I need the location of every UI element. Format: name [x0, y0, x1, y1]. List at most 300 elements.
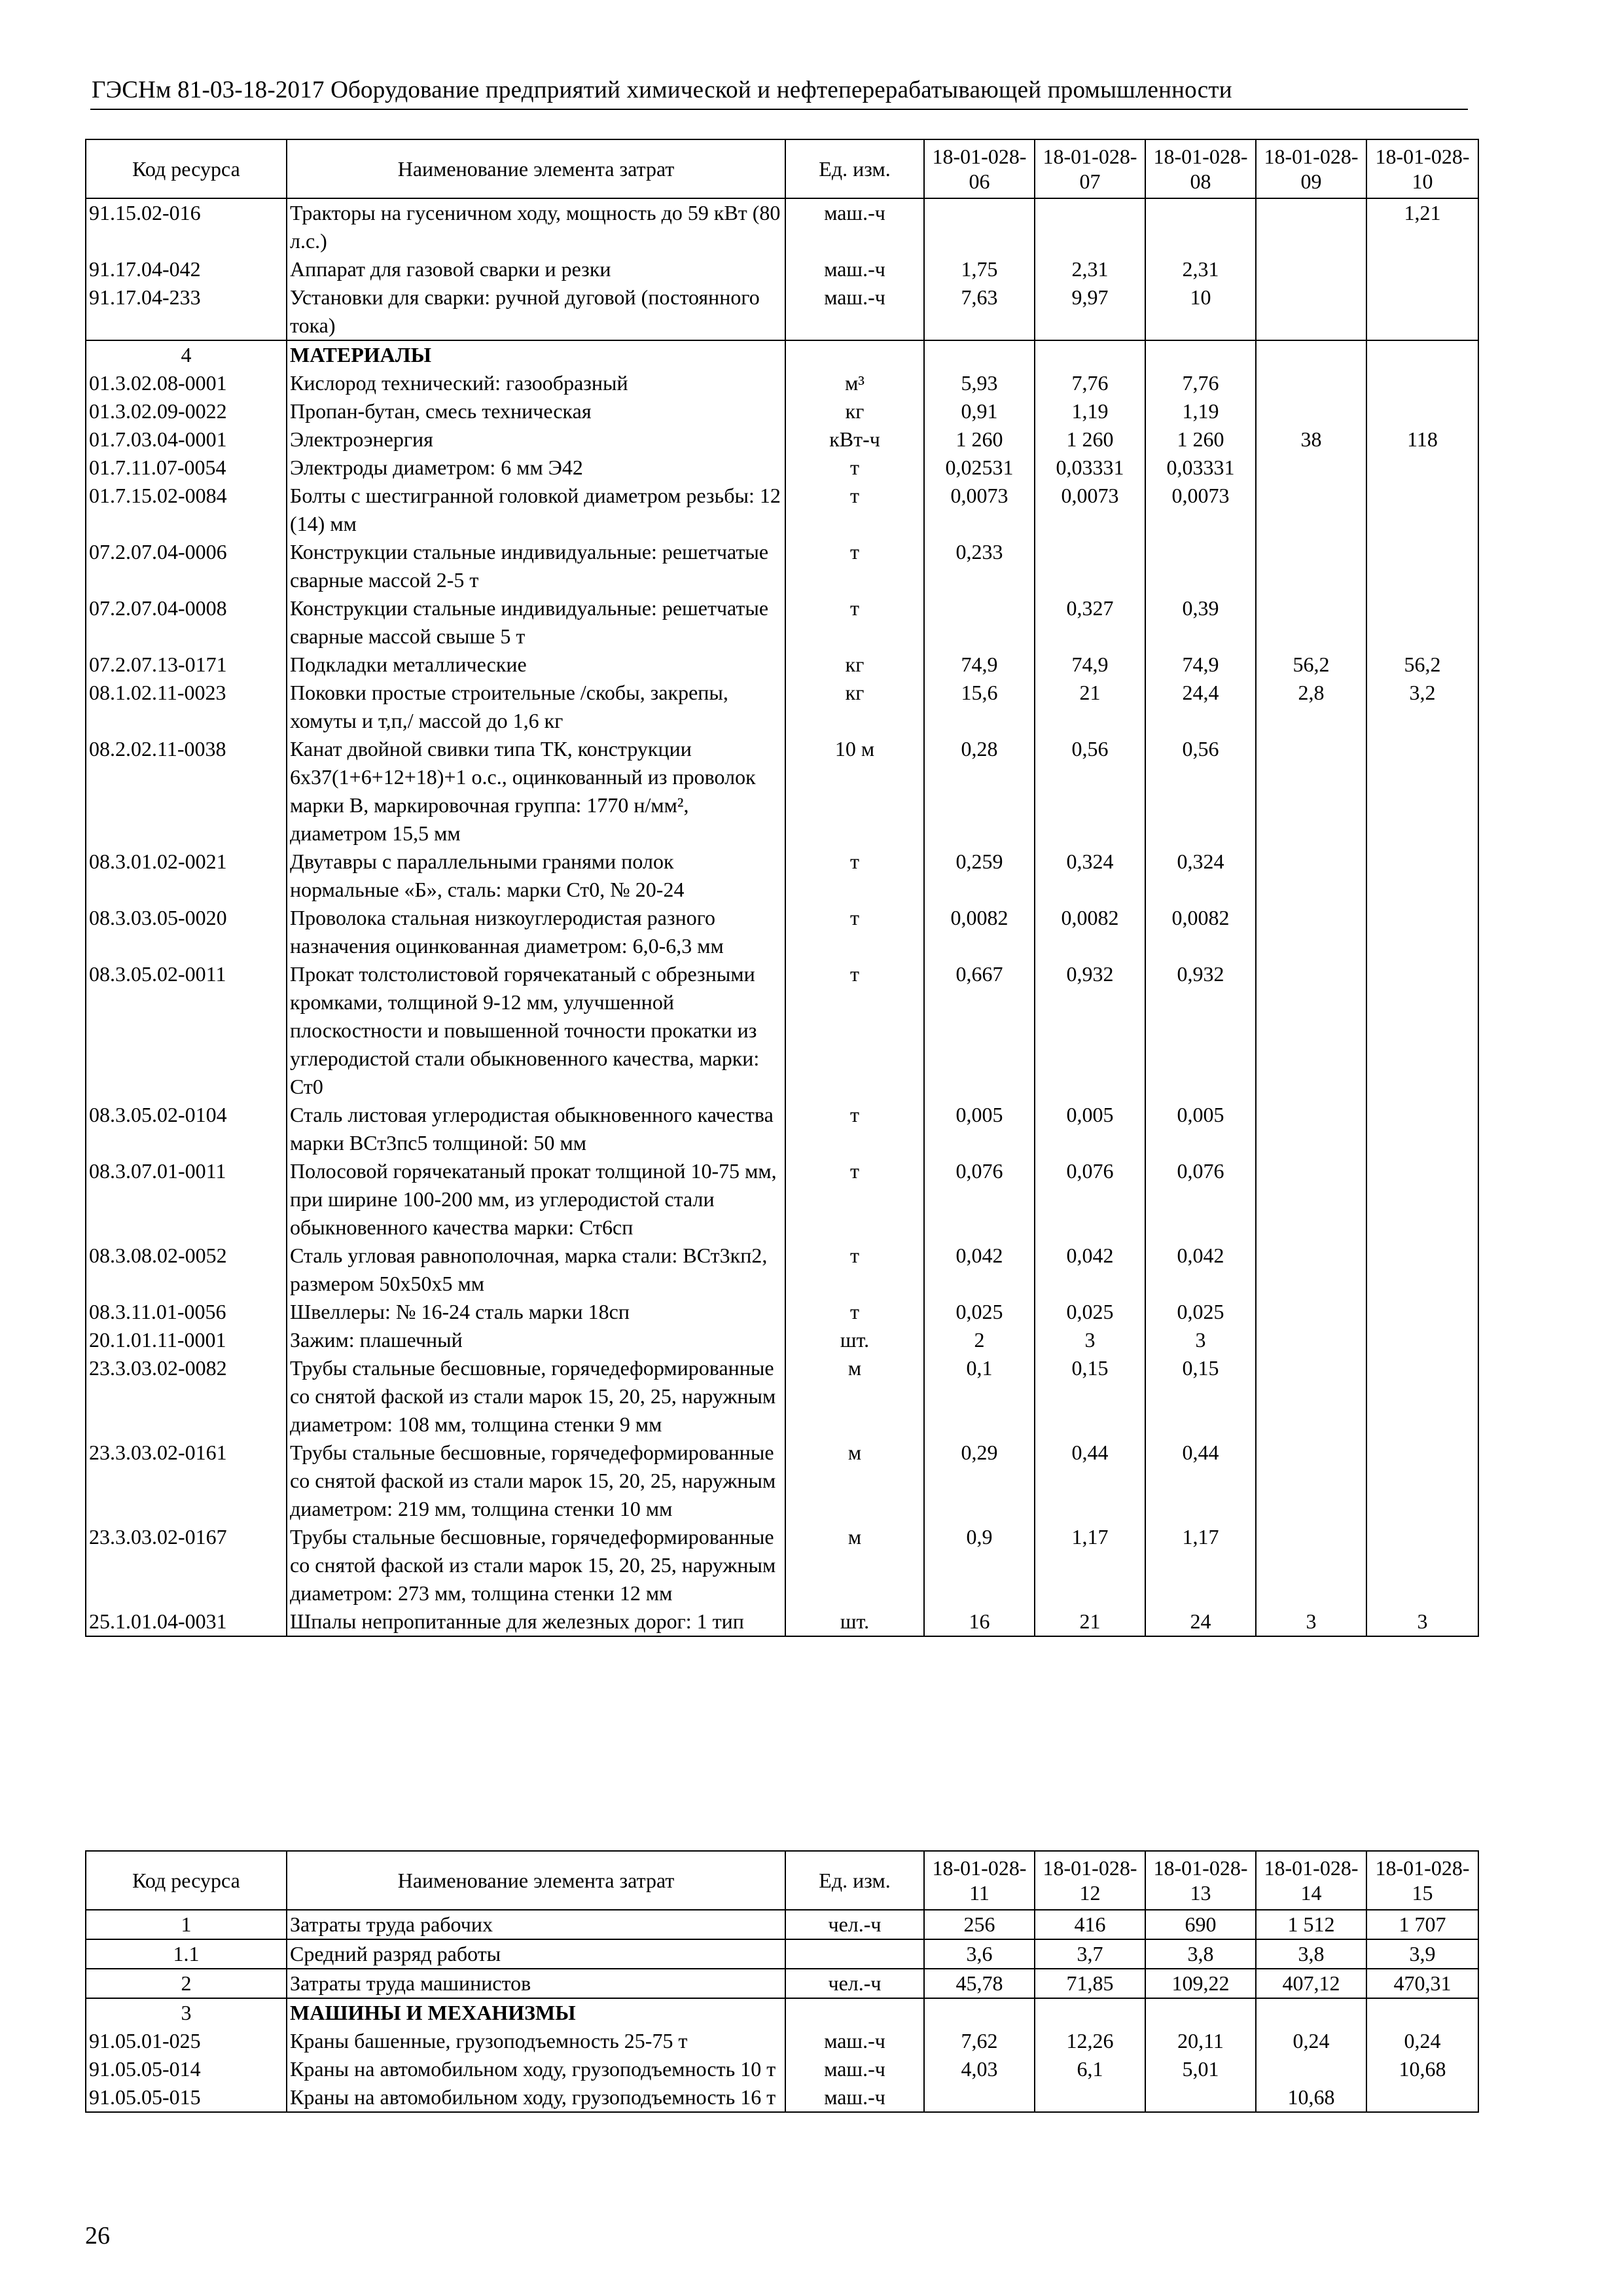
- resource-code-cell: 08.3.05.02-0011: [86, 960, 287, 1101]
- unit-cell: т: [785, 482, 924, 538]
- resource-code-cell: 08.3.07.01-0011: [86, 1157, 287, 1242]
- value-cell: [1256, 369, 1366, 397]
- value-cell: [1256, 454, 1366, 482]
- unit-cell: т: [785, 904, 924, 960]
- value-cell: 0,025: [924, 1298, 1035, 1326]
- value-cell: 3: [1145, 1326, 1256, 1354]
- value-cell: 45,78: [924, 1969, 1035, 1998]
- value-cell: 56,2: [1256, 651, 1366, 679]
- value-cell: 0,042: [1035, 1242, 1145, 1298]
- value-cell: 118: [1366, 425, 1478, 454]
- value-cell: 71,85: [1035, 1969, 1145, 1998]
- value-cell: [1366, 594, 1478, 651]
- unit-cell: [785, 1939, 924, 1969]
- value-cell: [1145, 340, 1256, 369]
- resource-code-cell: 1: [86, 1910, 287, 1939]
- value-cell: [1366, 1157, 1478, 1242]
- unit-cell: маш.-ч: [785, 2027, 924, 2055]
- value-cell: [1256, 1242, 1366, 1298]
- value-cell: 0,29: [924, 1439, 1035, 1523]
- unit-cell: т: [785, 594, 924, 651]
- unit-cell: чел.-ч: [785, 1910, 924, 1939]
- unit-cell: [785, 1998, 924, 2027]
- value-cell: 0,667: [924, 960, 1035, 1101]
- table-row: [86, 538, 1478, 594]
- table-row: [86, 369, 1478, 397]
- value-cell: 0,03331: [1145, 454, 1256, 482]
- value-cell: 1,19: [1035, 397, 1145, 425]
- value-cell: [1256, 397, 1366, 425]
- resource-name-cell: Конструкции стальные индивидуальные: решетчатые сварные массой 2-5 т: [287, 538, 785, 594]
- col-header-code: Код ресурса: [86, 1851, 287, 1910]
- value-cell: 0,0073: [1145, 482, 1256, 538]
- value-cell: 10: [1145, 283, 1256, 340]
- value-cell: [1256, 1157, 1366, 1242]
- value-cell: 2,8: [1256, 679, 1366, 735]
- value-cell: 0,324: [1035, 848, 1145, 904]
- table-row: [86, 2083, 1478, 2112]
- value-cell: 21: [1035, 679, 1145, 735]
- table-row: [86, 2055, 1478, 2083]
- value-cell: 0,91: [924, 397, 1035, 425]
- table-row: [86, 1354, 1478, 1439]
- col-header-norm: 18-01-028-12: [1035, 1851, 1145, 1910]
- resource-code-cell: 23.3.03.02-0161: [86, 1439, 287, 1523]
- col-header-norm: 18-01-028-15: [1366, 1851, 1478, 1910]
- value-cell: [924, 2083, 1035, 2112]
- resource-name-cell: Прокат толстолистовой горячекатаный с обрезными кромками, толщиной 9-12 мм, улучшенной плоскостности и повышенной точности прокатки из углеродистой стали обыкновенного качества, марки: Ст0: [287, 960, 785, 1101]
- value-cell: 7,63: [924, 283, 1035, 340]
- page-header: ГЭСНм 81-03-18-2017 Оборудование предприятий химической и нефтеперерабатывающей промышленности: [92, 77, 1232, 103]
- value-cell: [1366, 904, 1478, 960]
- value-cell: 0,15: [1145, 1354, 1256, 1439]
- table-row: [86, 1101, 1478, 1157]
- resource-code-cell: 07.2.07.13-0171: [86, 651, 287, 679]
- value-cell: 0,39: [1145, 594, 1256, 651]
- value-cell: [1256, 960, 1366, 1101]
- value-cell: 1 512: [1256, 1910, 1366, 1939]
- value-cell: 0,025: [1035, 1298, 1145, 1326]
- table-header-row: [86, 1851, 1478, 1910]
- value-cell: 1 707: [1366, 1910, 1478, 1939]
- value-cell: 3: [1256, 1607, 1366, 1636]
- col-header-name: Наименование элемента затрат: [287, 139, 785, 198]
- value-cell: [1256, 848, 1366, 904]
- page-number: 26: [85, 2222, 110, 2250]
- resource-name-cell: Пропан-бутан, смесь техническая: [287, 397, 785, 425]
- value-cell: [1366, 1523, 1478, 1607]
- value-cell: 3: [1366, 1607, 1478, 1636]
- unit-cell: чел.-ч: [785, 1969, 924, 1998]
- value-cell: 0,076: [1035, 1157, 1145, 1242]
- resource-code-cell: 1.1: [86, 1939, 287, 1969]
- resource-name-cell: Проволока стальная низкоуглеродистая разного назначения оцинкованная диаметром: 6,0-6,3 мм: [287, 904, 785, 960]
- header-rule: [90, 109, 1468, 110]
- value-cell: 24: [1145, 1607, 1256, 1636]
- resource-name-cell: МАТЕРИАЛЫ: [287, 340, 785, 369]
- value-cell: 0,24: [1366, 2027, 1478, 2055]
- value-cell: 0,56: [1145, 735, 1256, 848]
- value-cell: 0,02531: [924, 454, 1035, 482]
- col-header-norm: 18-01-028-09: [1256, 139, 1366, 198]
- value-cell: 470,31: [1366, 1969, 1478, 1998]
- table-row: [86, 454, 1478, 482]
- resource-code-cell: 01.7.11.07-0054: [86, 454, 287, 482]
- section-row: [86, 1969, 1478, 1998]
- value-cell: [1035, 198, 1145, 255]
- resource-name-cell: Подкладки металлические: [287, 651, 785, 679]
- value-cell: [1366, 735, 1478, 848]
- resource-table-1: [85, 139, 1479, 1637]
- table-header-row: [86, 139, 1478, 198]
- value-cell: 407,12: [1256, 1969, 1366, 1998]
- value-cell: [1256, 2055, 1366, 2083]
- col-header-norm: 18-01-028-14: [1256, 1851, 1366, 1910]
- table-row: [86, 1439, 1478, 1523]
- value-cell: [1035, 538, 1145, 594]
- resource-name-cell: Кислород технический: газообразный: [287, 369, 785, 397]
- table-row: [86, 679, 1478, 735]
- resource-code-cell: 07.2.07.04-0006: [86, 538, 287, 594]
- resource-name-cell: Тракторы на гусеничном ходу, мощность до 59 кВт (80 л.с.): [287, 198, 785, 255]
- resource-code-cell: 08.2.02.11-0038: [86, 735, 287, 848]
- value-cell: 690: [1145, 1910, 1256, 1939]
- table-row: [86, 904, 1478, 960]
- value-cell: [924, 340, 1035, 369]
- unit-cell: кг: [785, 679, 924, 735]
- resource-code-cell: 3: [86, 1998, 287, 2027]
- unit-cell: м: [785, 1523, 924, 1607]
- col-header-norm: 18-01-028-10: [1366, 139, 1478, 198]
- value-cell: [1256, 283, 1366, 340]
- value-cell: [1035, 2083, 1145, 2112]
- unit-cell: м³: [785, 369, 924, 397]
- section-row: [86, 340, 1478, 369]
- col-header-norm: 18-01-028-13: [1145, 1851, 1256, 1910]
- col-header-unit: Ед. изм.: [785, 139, 924, 198]
- value-cell: [1256, 1439, 1366, 1523]
- value-cell: [1366, 1998, 1478, 2027]
- resource-code-cell: 08.1.02.11-0023: [86, 679, 287, 735]
- value-cell: 5,01: [1145, 2055, 1256, 2083]
- value-cell: [1366, 1354, 1478, 1439]
- resource-code-cell: 23.3.03.02-0167: [86, 1523, 287, 1607]
- value-cell: 0,042: [1145, 1242, 1256, 1298]
- value-cell: [1366, 1439, 1478, 1523]
- value-cell: [1366, 2083, 1478, 2112]
- unit-cell: шт.: [785, 1326, 924, 1354]
- value-cell: 2: [924, 1326, 1035, 1354]
- value-cell: [1256, 904, 1366, 960]
- unit-cell: маш.-ч: [785, 2055, 924, 2083]
- value-cell: 10,68: [1366, 2055, 1478, 2083]
- table-row: [86, 1523, 1478, 1607]
- col-header-norm: 18-01-028-07: [1035, 139, 1145, 198]
- unit-cell: т: [785, 454, 924, 482]
- value-cell: 0,259: [924, 848, 1035, 904]
- unit-cell: маш.-ч: [785, 283, 924, 340]
- table-row: [86, 425, 1478, 454]
- value-cell: 0,44: [1035, 1439, 1145, 1523]
- unit-cell: шт.: [785, 1607, 924, 1636]
- value-cell: 15,6: [924, 679, 1035, 735]
- resource-name-cell: Электроды диаметром: 6 мм Э42: [287, 454, 785, 482]
- value-cell: 2,31: [1145, 255, 1256, 283]
- value-cell: [1035, 340, 1145, 369]
- table-row: [86, 735, 1478, 848]
- table-row: [86, 1607, 1478, 1636]
- value-cell: 0,24: [1256, 2027, 1366, 2055]
- value-cell: 0,042: [924, 1242, 1035, 1298]
- value-cell: 9,97: [1035, 283, 1145, 340]
- value-cell: 74,9: [924, 651, 1035, 679]
- table-row: [86, 594, 1478, 651]
- unit-cell: маш.-ч: [785, 198, 924, 255]
- value-cell: 6,1: [1035, 2055, 1145, 2083]
- resource-name-cell: Трубы стальные бесшовные, горячедеформированные со снятой фаской из стали марок 15, 20, 25, наружным диаметром: 219 мм, толщина стенки 10 мм: [287, 1439, 785, 1523]
- value-cell: 5,93: [924, 369, 1035, 397]
- value-cell: 0,28: [924, 735, 1035, 848]
- table-row: [86, 2027, 1478, 2055]
- value-cell: 0,076: [1145, 1157, 1256, 1242]
- value-cell: 74,9: [1145, 651, 1256, 679]
- resource-name-cell: Затраты труда рабочих: [287, 1910, 785, 1939]
- resource-code-cell: 23.3.03.02-0082: [86, 1354, 287, 1439]
- value-cell: 2,31: [1035, 255, 1145, 283]
- resource-code-cell: 08.3.11.01-0056: [86, 1298, 287, 1326]
- value-cell: [1366, 255, 1478, 283]
- resource-name-cell: Сталь листовая углеродистая обыкновенного качества марки ВСт3пс5 толщиной: 50 мм: [287, 1101, 785, 1157]
- resource-code-cell: 01.7.03.04-0001: [86, 425, 287, 454]
- resource-code-cell: 25.1.01.04-0031: [86, 1607, 287, 1636]
- value-cell: 10,68: [1256, 2083, 1366, 2112]
- table-row: [86, 482, 1478, 538]
- unit-cell: м: [785, 1354, 924, 1439]
- table-row: [86, 1242, 1478, 1298]
- value-cell: 0,005: [1145, 1101, 1256, 1157]
- value-cell: [1366, 538, 1478, 594]
- value-cell: 0,0073: [1035, 482, 1145, 538]
- resource-name-cell: Краны на автомобильном ходу, грузоподъемность 10 т: [287, 2055, 785, 2083]
- value-cell: 0,324: [1145, 848, 1256, 904]
- unit-cell: т: [785, 1157, 924, 1242]
- value-cell: 0,1: [924, 1354, 1035, 1439]
- value-cell: [1256, 1998, 1366, 2027]
- table-row: [86, 848, 1478, 904]
- table-row: [86, 255, 1478, 283]
- value-cell: 16: [924, 1607, 1035, 1636]
- resource-name-cell: Трубы стальные бесшовные, горячедеформированные со снятой фаской из стали марок 15, 20, 25, наружным диаметром: 273 мм, толщина стенки 12 мм: [287, 1523, 785, 1607]
- unit-cell: маш.-ч: [785, 255, 924, 283]
- resource-name-cell: Сталь угловая равнополочная, марка стали: ВСт3кп2, размером 50х50х5 мм: [287, 1242, 785, 1298]
- table-row: [86, 198, 1478, 255]
- value-cell: [1366, 369, 1478, 397]
- value-cell: [1145, 2083, 1256, 2112]
- value-cell: 0,327: [1035, 594, 1145, 651]
- value-cell: 0,0082: [1145, 904, 1256, 960]
- value-cell: [1256, 594, 1366, 651]
- value-cell: [1256, 1101, 1366, 1157]
- value-cell: 0,0082: [1035, 904, 1145, 960]
- table-row: [86, 1157, 1478, 1242]
- value-cell: 0,005: [1035, 1101, 1145, 1157]
- value-cell: 21: [1035, 1607, 1145, 1636]
- resource-code-cell: 91.15.02-016: [86, 198, 287, 255]
- resource-code-cell: 91.05.01-025: [86, 2027, 287, 2055]
- value-cell: 1,17: [1035, 1523, 1145, 1607]
- resource-code-cell: 01.3.02.08-0001: [86, 369, 287, 397]
- value-cell: 1,75: [924, 255, 1035, 283]
- value-cell: [1366, 340, 1478, 369]
- resource-code-cell: 4: [86, 340, 287, 369]
- resource-code-cell: 08.3.08.02-0052: [86, 1242, 287, 1298]
- unit-cell: м: [785, 1439, 924, 1523]
- resource-code-cell: 01.3.02.09-0022: [86, 397, 287, 425]
- value-cell: 3,6: [924, 1939, 1035, 1969]
- col-header-norm: 18-01-028-11: [924, 1851, 1035, 1910]
- resource-code-cell: 91.17.04-233: [86, 283, 287, 340]
- resource-code-cell: 01.7.15.02-0084: [86, 482, 287, 538]
- resource-name-cell: Шпалы непропитанные для железных дорог: 1 тип: [287, 1607, 785, 1636]
- value-cell: 109,22: [1145, 1969, 1256, 1998]
- value-cell: 3,8: [1145, 1939, 1256, 1969]
- value-cell: 1 260: [1035, 425, 1145, 454]
- value-cell: [1366, 482, 1478, 538]
- value-cell: [1256, 538, 1366, 594]
- unit-cell: [785, 340, 924, 369]
- value-cell: 74,9: [1035, 651, 1145, 679]
- value-cell: 0,15: [1035, 1354, 1145, 1439]
- unit-cell: т: [785, 1242, 924, 1298]
- resource-name-cell: Установки для сварки: ручной дуговой (постоянного тока): [287, 283, 785, 340]
- value-cell: 38: [1256, 425, 1366, 454]
- table-row: [86, 397, 1478, 425]
- value-cell: [1145, 538, 1256, 594]
- value-cell: 0,44: [1145, 1439, 1256, 1523]
- table-row: [86, 651, 1478, 679]
- resource-name-cell: МАШИНЫ И МЕХАНИЗМЫ: [287, 1998, 785, 2027]
- value-cell: [1035, 1998, 1145, 2027]
- value-cell: 4,03: [924, 2055, 1035, 2083]
- value-cell: 0,233: [924, 538, 1035, 594]
- value-cell: [1366, 1326, 1478, 1354]
- section-row: [86, 1998, 1478, 2027]
- value-cell: [1256, 340, 1366, 369]
- unit-cell: т: [785, 848, 924, 904]
- value-cell: 0,932: [1145, 960, 1256, 1101]
- col-header-name: Наименование элемента затрат: [287, 1851, 785, 1910]
- resource-name-cell: Конструкции стальные индивидуальные: решетчатые сварные массой свыше 5 т: [287, 594, 785, 651]
- value-cell: [1256, 255, 1366, 283]
- value-cell: 20,11: [1145, 2027, 1256, 2055]
- value-cell: 3,9: [1366, 1939, 1478, 1969]
- value-cell: 12,26: [1035, 2027, 1145, 2055]
- resource-code-cell: 91.17.04-042: [86, 255, 287, 283]
- section-row: [86, 1939, 1478, 1969]
- resource-code-cell: 91.05.05-015: [86, 2083, 287, 2112]
- value-cell: 0,076: [924, 1157, 1035, 1242]
- value-cell: [1256, 1298, 1366, 1326]
- table-row: [86, 1326, 1478, 1354]
- resource-code-cell: 2: [86, 1969, 287, 1998]
- value-cell: [1256, 735, 1366, 848]
- table-row: [86, 283, 1478, 340]
- value-cell: [924, 198, 1035, 255]
- col-header-code: Код ресурса: [86, 139, 287, 198]
- value-cell: [924, 594, 1035, 651]
- unit-cell: т: [785, 538, 924, 594]
- value-cell: [1366, 1242, 1478, 1298]
- value-cell: [1256, 1326, 1366, 1354]
- resource-name-cell: Затраты труда машинистов: [287, 1969, 785, 1998]
- value-cell: [1366, 1101, 1478, 1157]
- value-cell: [1256, 1523, 1366, 1607]
- resource-name-cell: Трубы стальные бесшовные, горячедеформированные со снятой фаской из стали марок 15, 20, 25, наружным диаметром: 108 мм, толщина стенки 9 мм: [287, 1354, 785, 1439]
- value-cell: 7,76: [1145, 369, 1256, 397]
- unit-cell: т: [785, 1298, 924, 1326]
- value-cell: [1366, 397, 1478, 425]
- value-cell: 0,005: [924, 1101, 1035, 1157]
- resource-code-cell: 08.3.03.05-0020: [86, 904, 287, 960]
- value-cell: 0,932: [1035, 960, 1145, 1101]
- unit-cell: маш.-ч: [785, 2083, 924, 2112]
- value-cell: 3: [1035, 1326, 1145, 1354]
- unit-cell: кг: [785, 397, 924, 425]
- value-cell: 0,9: [924, 1523, 1035, 1607]
- value-cell: 416: [1035, 1910, 1145, 1939]
- value-cell: 1,17: [1145, 1523, 1256, 1607]
- resource-code-cell: 91.05.05-014: [86, 2055, 287, 2083]
- value-cell: [1366, 960, 1478, 1101]
- value-cell: [1256, 198, 1366, 255]
- value-cell: 0,0082: [924, 904, 1035, 960]
- unit-cell: т: [785, 960, 924, 1101]
- resource-name-cell: Средний разряд работы: [287, 1939, 785, 1969]
- value-cell: [1366, 848, 1478, 904]
- col-header-norm: 18-01-028-06: [924, 139, 1035, 198]
- value-cell: 7,76: [1035, 369, 1145, 397]
- value-cell: [1366, 454, 1478, 482]
- value-cell: 7,62: [924, 2027, 1035, 2055]
- value-cell: [1145, 1998, 1256, 2027]
- resource-name-cell: Электроэнергия: [287, 425, 785, 454]
- value-cell: 0,03331: [1035, 454, 1145, 482]
- value-cell: 1,19: [1145, 397, 1256, 425]
- section-row: [86, 1910, 1478, 1939]
- table-row: [86, 960, 1478, 1101]
- value-cell: 3,7: [1035, 1939, 1145, 1969]
- value-cell: 3,2: [1366, 679, 1478, 735]
- unit-cell: кВт-ч: [785, 425, 924, 454]
- resource-name-cell: Поковки простые строительные /скобы, закрепы, хомуты и т,п,/ массой до 1,6 кг: [287, 679, 785, 735]
- value-cell: 0,0073: [924, 482, 1035, 538]
- value-cell: [924, 1998, 1035, 2027]
- resource-code-cell: 20.1.01.11-0001: [86, 1326, 287, 1354]
- value-cell: 1 260: [1145, 425, 1256, 454]
- resource-name-cell: Полосовой горячекатаный прокат толщиной 10-75 мм, при ширине 100-200 мм, из углеродистой стали обыкновенного качества марки: Ст6сп: [287, 1157, 785, 1242]
- resource-code-cell: 07.2.07.04-0008: [86, 594, 287, 651]
- unit-cell: т: [785, 1101, 924, 1157]
- resource-name-cell: Болты с шестигранной головкой диаметром резьбы: 12 (14) мм: [287, 482, 785, 538]
- value-cell: [1145, 198, 1256, 255]
- unit-cell: 10 м: [785, 735, 924, 848]
- value-cell: 56,2: [1366, 651, 1478, 679]
- resource-name-cell: Аппарат для газовой сварки и резки: [287, 255, 785, 283]
- value-cell: [1366, 1298, 1478, 1326]
- value-cell: [1256, 482, 1366, 538]
- value-cell: 24,4: [1145, 679, 1256, 735]
- resource-name-cell: Краны на автомобильном ходу, грузоподъемность 16 т: [287, 2083, 785, 2112]
